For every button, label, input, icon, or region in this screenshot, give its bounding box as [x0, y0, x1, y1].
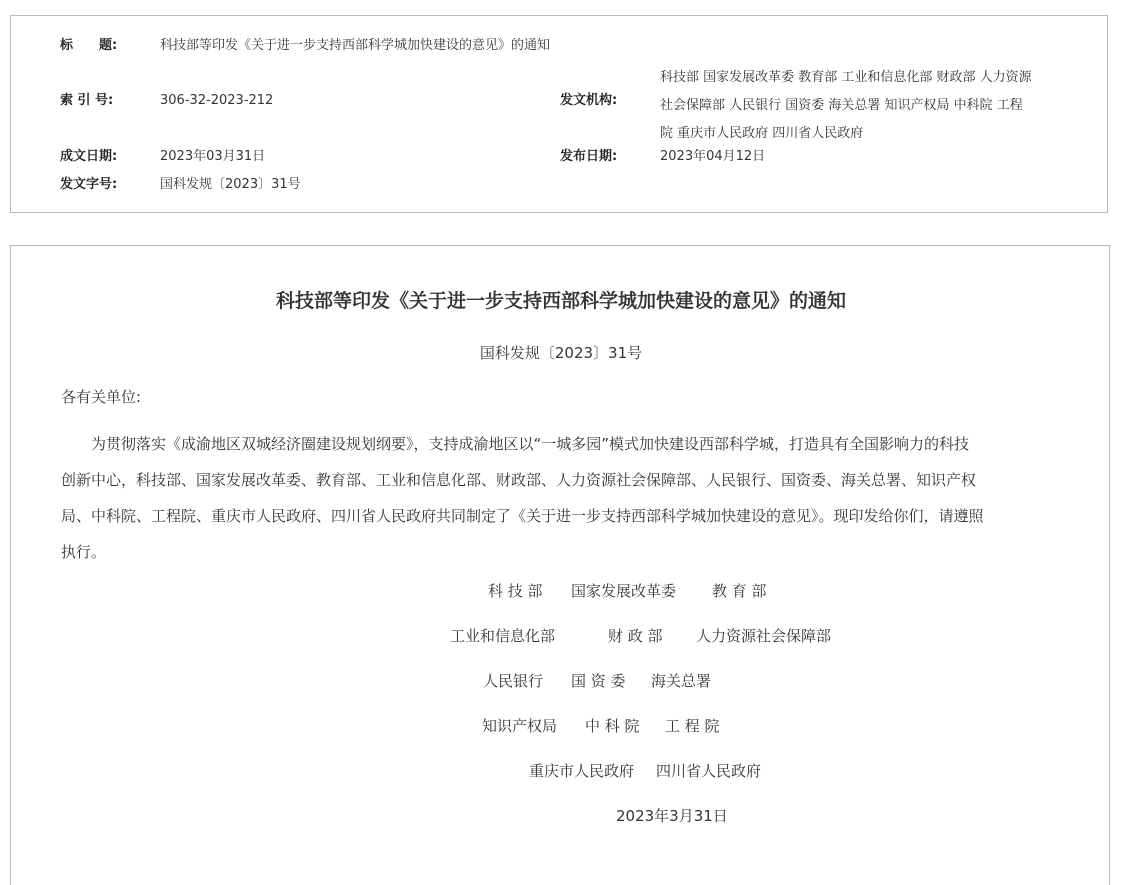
- document-title: 科技部等印发《关于进一步支持西部科学城加快建设的意见》的通知: [275, 290, 846, 312]
- title-label: 标 题:: [60, 38, 118, 53]
- written-date-label: 成文日期:: [60, 149, 118, 164]
- written-date-value: 2023年03月31日: [160, 149, 266, 164]
- signatory-row: [11, 670, 1111, 692]
- issuing-agency-label: 发文机构:: [560, 93, 618, 108]
- publish-date-value: 2023年04月12日: [660, 149, 766, 164]
- document-date: 2023年3月31日: [616, 807, 728, 825]
- signatory: 重庆市人民政府: [529, 762, 635, 780]
- signatory-row: [11, 715, 1111, 737]
- body-line: 为贯彻落实《成渝地区双城经济圈建设规划纲要》，支持成渝地区以“一城多园”模式加快建设西部科学城，打造具有全国影响力的科技: [61, 435, 970, 453]
- signatory: 人民银行: [483, 672, 544, 690]
- issuing-agency-line: 社会保障部 人民银行 国资委 海关总署 知识产权局 中科院 工程: [660, 98, 1023, 113]
- signatory-row: [11, 625, 1111, 647]
- body-paragraph: [61, 426, 1061, 570]
- publish-date-label: 发布日期:: [560, 149, 618, 164]
- signatory: 国 资 委: [571, 672, 626, 690]
- signatory: 工业和信息化部: [450, 627, 556, 645]
- doc-number-label: 发文字号:: [60, 177, 118, 192]
- body-line: 执行。: [61, 543, 107, 561]
- document-metadata-panel: [10, 15, 1108, 213]
- index-number-value: 306-32-2023-212: [160, 93, 274, 108]
- issuing-agency-line: 院 重庆市人民政府 四川省人民政府: [660, 126, 864, 141]
- doc-number-value: 国科发规〔2023〕31号: [160, 177, 301, 192]
- signatory-row: [11, 580, 1111, 602]
- body-line: 创新中心，科技部、国家发展改革委、教育部、工业和信息化部、财政部、人力资源社会保障部、人民银行、国资委、海关总署、知识产权: [61, 471, 977, 489]
- signatory: 工 程 院: [665, 717, 720, 735]
- issuing-agency-line: 科技部 国家发展改革委 教育部 工业和信息化部 财政部 人力资源: [660, 70, 1032, 85]
- index-number-label: 索 引 号:: [60, 93, 114, 108]
- document-number: 国科发规〔2023〕31号: [479, 344, 643, 362]
- document-content-panel: [10, 245, 1110, 885]
- issuing-agency-value: [660, 64, 1080, 148]
- signatory: 海关总署: [651, 672, 712, 690]
- signatory: 中 科 院: [585, 717, 640, 735]
- signatory: 教 育 部: [712, 582, 767, 600]
- signatory: 国家发展改革委: [571, 582, 677, 600]
- signatory: 人力资源社会保障部: [696, 627, 832, 645]
- salutation: 各有关单位:: [61, 388, 142, 406]
- signatory: 科 技 部: [488, 582, 543, 600]
- signatory: 四川省人民政府: [656, 762, 762, 780]
- body-line: 局、中科院、工程院、重庆市人民政府、四川省人民政府共同制定了《关于进一步支持西部科学城加快建设的意见》。现印发给你们，请遵照: [61, 507, 984, 525]
- signatory: 知识产权局: [482, 717, 558, 735]
- signatory: 财 政 部: [608, 627, 663, 645]
- signatory-row: [11, 760, 1111, 782]
- title-value: 科技部等印发《关于进一步支持西部科学城加快建设的意见》的通知: [160, 38, 551, 53]
